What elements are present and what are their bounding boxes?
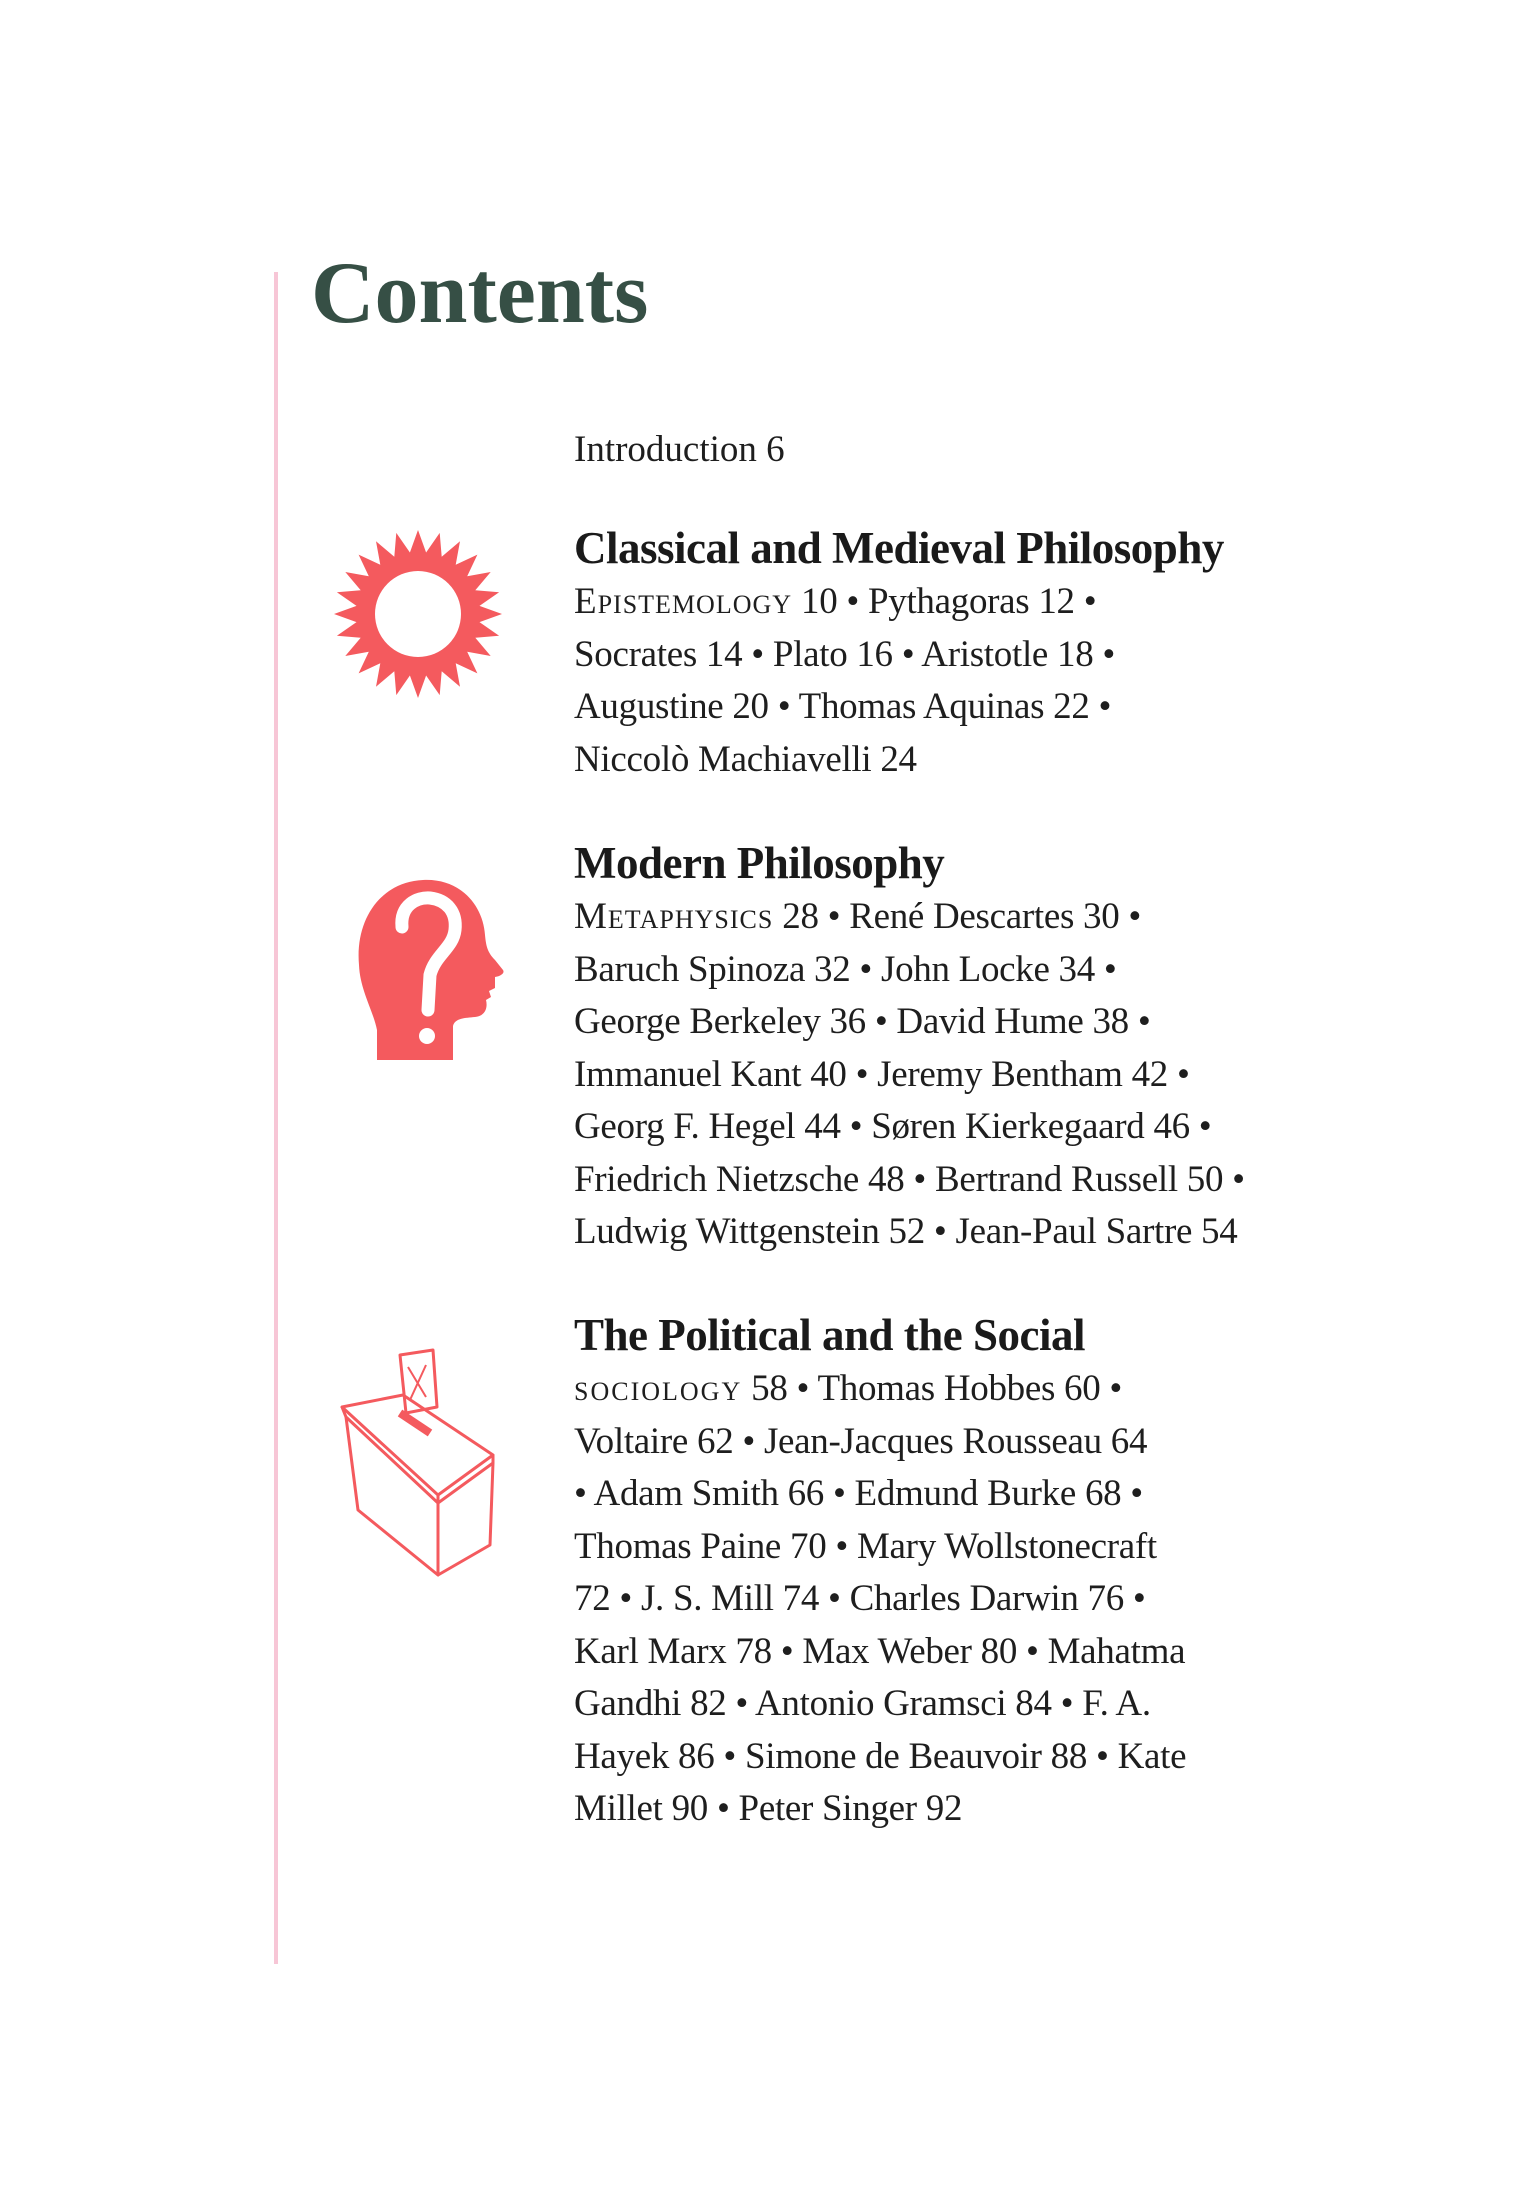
toc-line[interactable]: Hayek 86 • Simone de Beauvoir 88 • Kate	[574, 1735, 1187, 1777]
toc-line[interactable]: Friedrich Nietzsche 48 • Bertrand Russell 50 •	[574, 1158, 1245, 1200]
accent-rule	[274, 272, 278, 1964]
topic-label: sociology	[574, 1368, 743, 1409]
introduction-label: Introduction 6	[574, 429, 785, 470]
toc-line[interactable]: 72 • J. S. Mill 74 • Charles Darwin 76 •	[574, 1578, 1146, 1619]
toc-line[interactable]: Ludwig Wittgenstein 52 • Jean-Paul Sartre 54	[574, 1211, 1238, 1252]
topic-label: Metaphysics	[574, 896, 774, 937]
toc-section-classical	[574, 520, 1334, 786]
section-title[interactable]: Classical and Medieval Philosophy	[574, 523, 1224, 573]
toc-line[interactable]: Niccolò Machiavelli 24	[574, 738, 917, 780]
toc-line[interactable]: George Berkeley 36 • David Hume 38 •	[574, 1001, 1151, 1042]
toc-line[interactable]: Baruch Spinoza 32 • John Locke 34 •	[574, 948, 1117, 990]
ballot-box-icon	[338, 1345, 503, 1585]
toc-line[interactable]: Epistemology 10 • Pythagoras 12 •	[574, 581, 1097, 622]
toc-section-modern	[574, 835, 1334, 1259]
sun-icon	[333, 528, 503, 700]
toc-section-political	[574, 1307, 1334, 1836]
toc-line[interactable]: Voltaire 62 • Jean-Jacques Rousseau 64	[574, 1420, 1148, 1462]
toc-line[interactable]: Socrates 14 • Plato 16 • Aristotle 18 •	[574, 633, 1116, 675]
section-title[interactable]: Modern Philosophy	[574, 838, 945, 888]
toc-line[interactable]: Thomas Paine 70 • Mary Wollstonecraft	[574, 1525, 1157, 1567]
topic-label: Epistemology	[574, 581, 793, 622]
toc-line[interactable]: • Adam Smith 66 • Edmund Burke 68 •	[574, 1473, 1143, 1514]
toc-line[interactable]: Augustine 20 • Thomas Aquinas 22 •	[574, 686, 1112, 727]
toc-line[interactable]: Karl Marx 78 • Max Weber 80 • Mahatma	[574, 1630, 1186, 1672]
head-question-icon	[355, 860, 505, 1060]
toc-line[interactable]: Gandhi 82 • Antonio Gramsci 84 • F. A.	[574, 1683, 1151, 1724]
toc-line[interactable]: sociology 58 • Thomas Hobbes 60 •	[574, 1368, 1123, 1409]
toc-line[interactable]: Metaphysics 28 • René Descartes 30 •	[574, 896, 1142, 937]
section-title[interactable]: The Political and the Social	[574, 1310, 1086, 1360]
page-title: Contents	[311, 245, 649, 342]
toc-introduction[interactable]	[574, 424, 1334, 476]
toc-line[interactable]: Millet 90 • Peter Singer 92	[574, 1788, 963, 1829]
toc-line[interactable]: Immanuel Kant 40 • Jeremy Bentham 42 •	[574, 1053, 1190, 1095]
toc-line[interactable]: Georg F. Hegel 44 • Søren Kierkegaard 46 •	[574, 1106, 1212, 1147]
